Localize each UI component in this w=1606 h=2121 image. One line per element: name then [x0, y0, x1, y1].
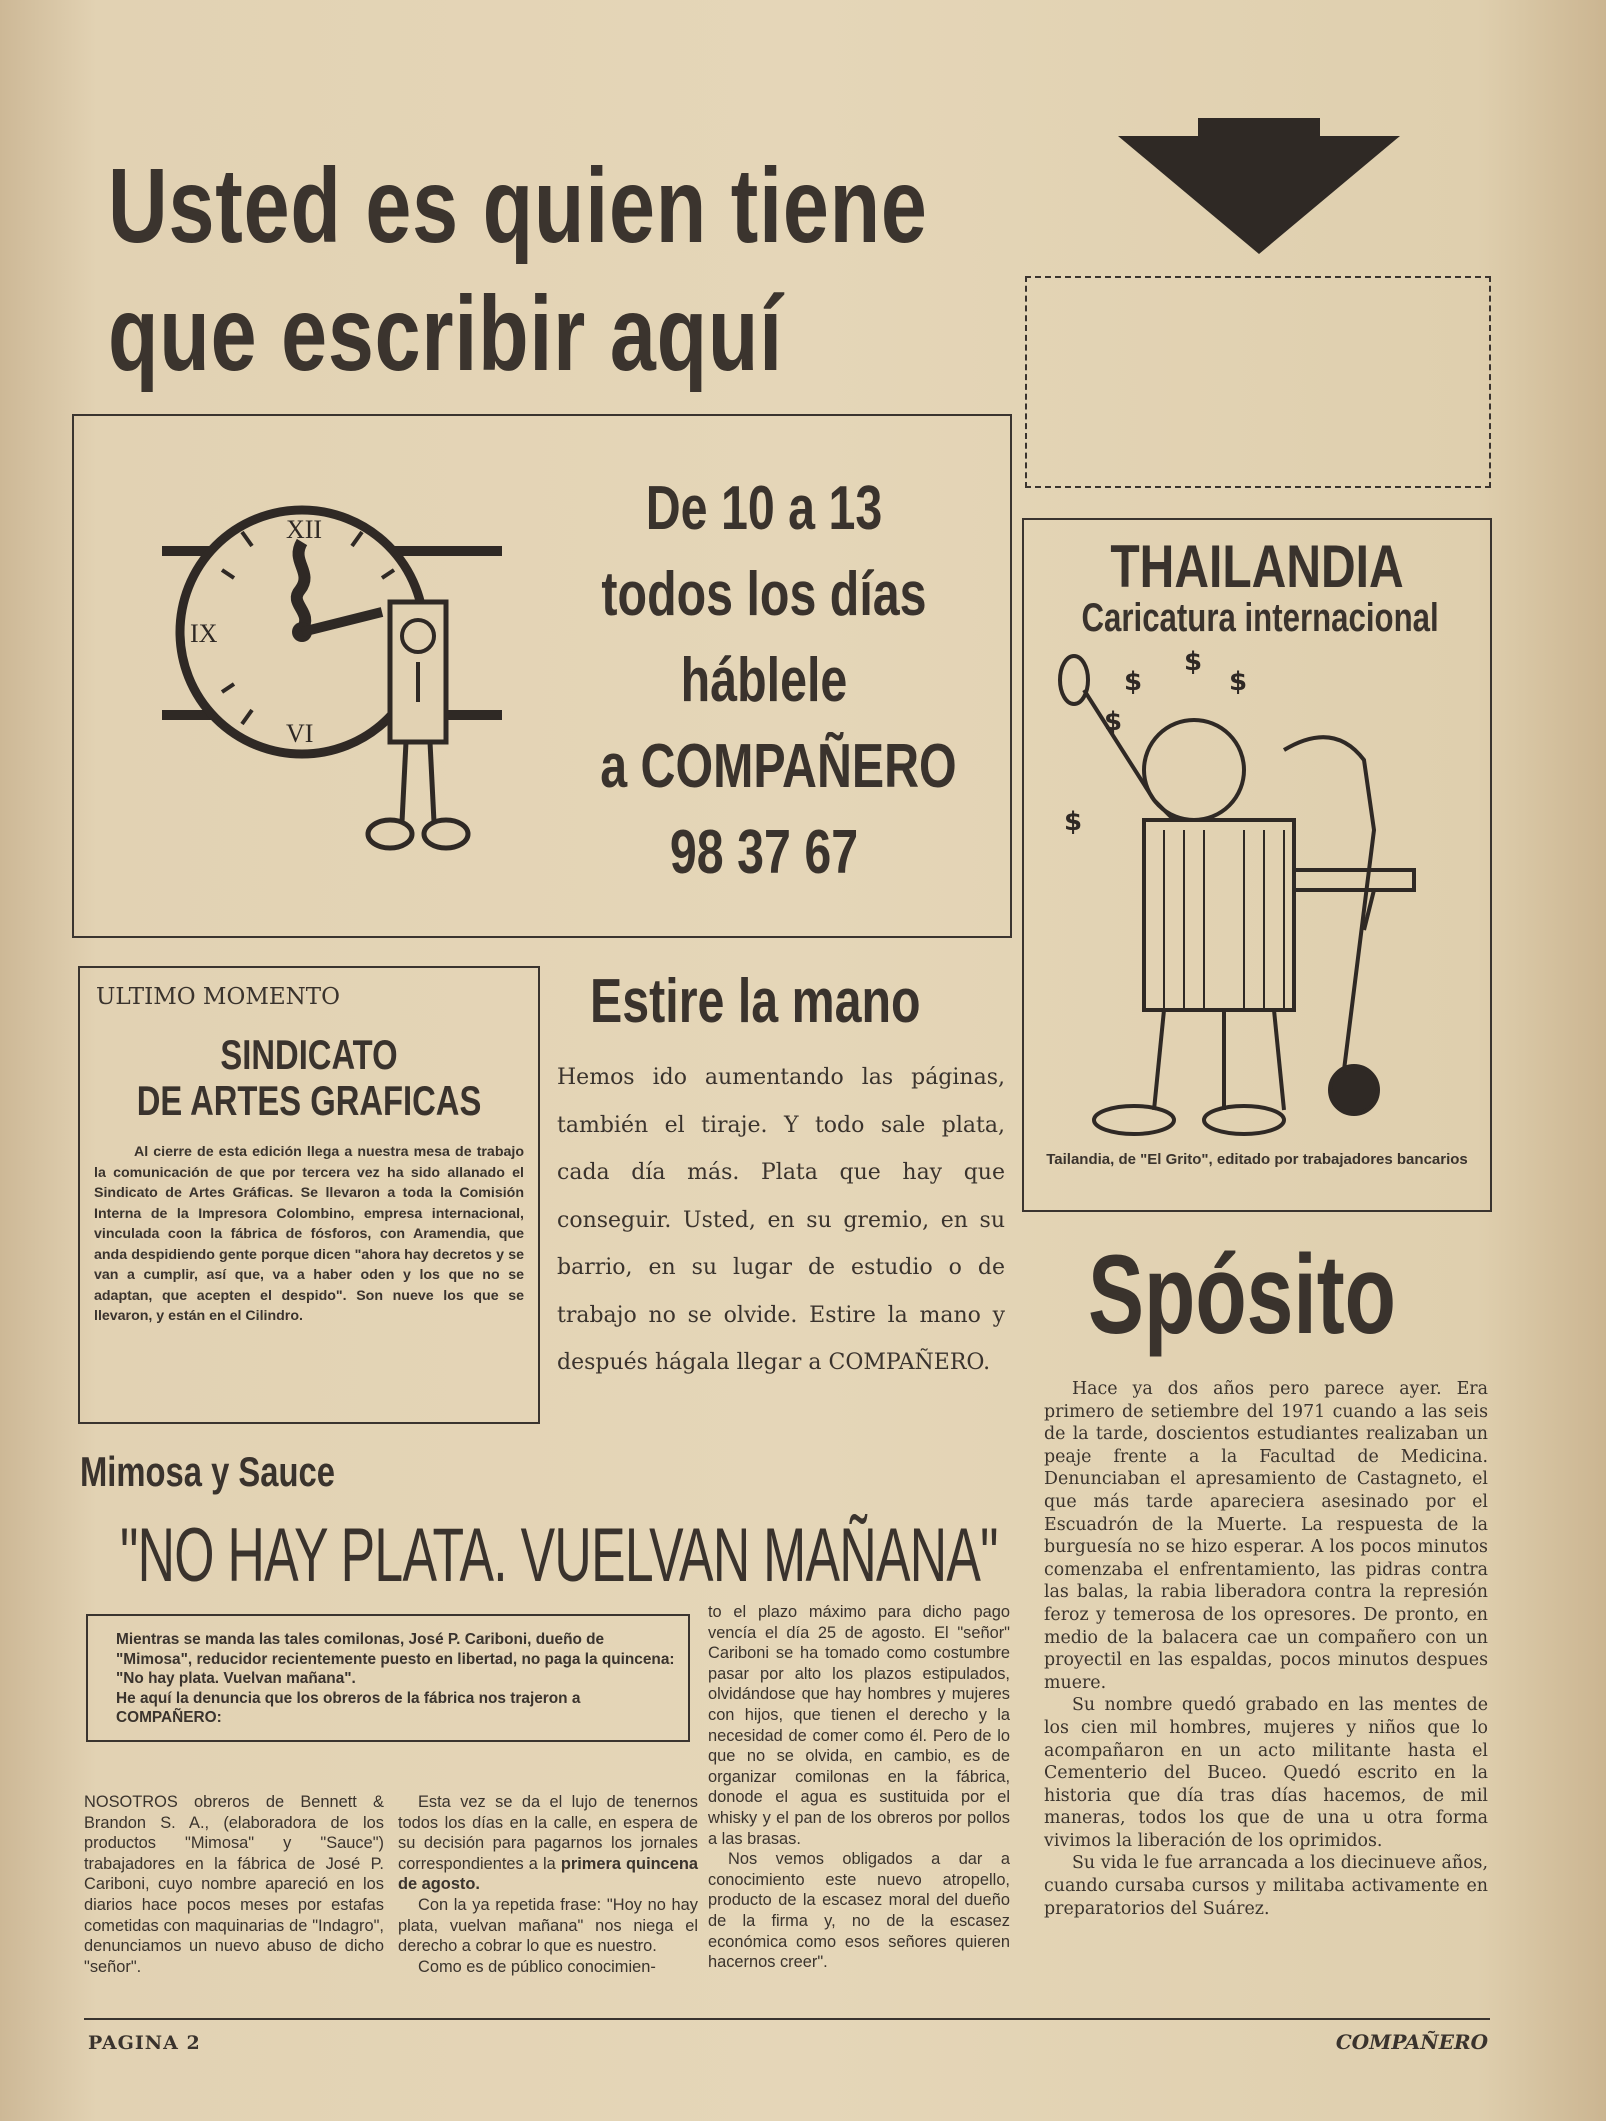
phone-ad-box: [72, 414, 1012, 938]
ad-line-hours: De 10 a 13: [645, 474, 883, 543]
clock-cartoon-icon: [162, 452, 502, 882]
sposito-paragraph-1: Hace ya dos años pero parece ayer. Era primero de setiembre del 1971 cuando a las seis de la tarde, doscientos estudiantes realizaban un peaje frente a la Facultad de Medicina. Denunciaban el apresamiento de Castagneto, el que más tarde apareciera asesinado por el Escuadrón de la Muerte. La respuesta de la burguesía no se hizo esperar. A los pocos minutos comenzaba el enfrentamiento, las pidras contra las balas, la rabia liberadora contra la represión feroz y temerosa de los opresores. De pronto, en medio de la balacera cae un compañero con un proyectil en las espaldas, pocos minutos despues muere.: [1044, 1379, 1488, 1693]
mimosa-col3-para-2: Nos vemos obligados a dar a conocimiento este nuevo atropello, producto de la escasez moral del dueño de la firma y, no de la escasez económica como esos señores quieren hacernos creer".: [708, 1850, 1010, 1972]
svg-text:$: $: [1184, 650, 1203, 677]
thailandia-subtitle: Caricatura internacional: [1081, 596, 1439, 640]
ad-phone-number: 98 37 67: [669, 818, 859, 887]
clock-numeral-6: VI: [286, 719, 314, 748]
ultimo-body: Al cierre de esta edición llega a nuestra mesa de trabajo la comunicación de que por tercera vez ha sido allanado el Sindicato de Artes Gráficas. Se llevaron a toda la Comisión Interna de la Impresora Colombino, empresa internacional, vinculada coon la fábrica de fósforos, con Aramendia, que anda despidiendo gente porque dicen "ahora hay decretos y se van a cumplir, así que, va a haber oden y los que no se adaptan, que acepten el despido". Son nueve los que se llevaron, y están en el Cilindro.: [94, 1144, 524, 1324]
mimosa-column-1: NOSOTROS obreros de Bennett & Brandon S. A., (elaboradora de los productos "Mimosa" y "Sauce") trabajadores en la fábrica de José P. Cariboni, cuyo nombre apareció en los diarios hace pocos meses por estafas cometidas con maquinarias de "Indagro", denunciamos un nuevo abuso de dicho "señor".: [84, 1793, 384, 1976]
newspaper-name: COMPAÑERO: [1335, 2030, 1488, 2054]
ultimo-momento-box: [78, 966, 540, 1424]
mimosa-column-3: [708, 1602, 1010, 1973]
mimosa-intro-1: Mientras se manda las tales comilonas, José P. Cariboni, dueño de "Mimosa", reducidor recientemente puesto en libertad, no paga la quincena: "No hay plata. Vuelvan mañana".: [116, 1631, 675, 1687]
caricature-illustration: [1044, 650, 1474, 1140]
footer-rule: [84, 2018, 1490, 2020]
thailandia-cartoon-box: [1022, 518, 1492, 1212]
ad-line-days: todos los días: [601, 560, 927, 629]
ad-line-companero: a COMPAÑERO: [600, 732, 957, 801]
down-arrow-icon: [1118, 118, 1400, 254]
svg-text:$: $: [1229, 667, 1248, 697]
mimosa-intro-2: He aquí la denuncia que los obreros de la fábrica nos trajeron a COMPAÑERO:: [116, 1689, 581, 1726]
mimosa-col2-para-2: Con la ya repetida frase: "Hoy no hay plata, vuelvan mañana" nos niega el derecho a cobrar lo que es nuestro.: [398, 1895, 698, 1956]
ultimo-momento-label: ULTIMO MOMENTO: [96, 984, 340, 1010]
ultimo-title-line-1: SINDICATO: [220, 1031, 398, 1078]
mimosa-headline: "NO HAY PLATA. VUELVAN MAÑANA": [120, 1513, 998, 1598]
estire-body: Hemos ido aumentando las páginas, también el tiraje. Y todo sale plata, cada día más. Plata que hay que conseguir. Usted, en su gremio, en su barrio, en su lugar de estudio o de trabajo no se olvide. Estire la mano y después hágala llegar a COMPAÑERO.: [557, 1065, 1005, 1375]
main-headline: [108, 142, 1008, 398]
write-here-box[interactable]: [1025, 276, 1491, 488]
sposito-article: [1044, 1378, 1488, 1920]
svg-text:$: $: [1104, 707, 1123, 737]
svg-text:$: $: [1064, 807, 1083, 837]
clock-numeral-9: IX: [190, 619, 218, 648]
ultimo-title: [80, 1032, 538, 1124]
ultimo-title-line-2: DE ARTES GRAFICAS: [136, 1077, 482, 1124]
mimosa-intro-box: [86, 1614, 690, 1742]
mimosa-kicker: Mimosa y Sauce: [80, 1448, 335, 1495]
svg-text:$: $: [1124, 667, 1143, 697]
mimosa-col3-para-1: to el plazo máximo para dicho pago vencía el día 25 de agosto. El "señor" Cariboni se ha tomado como costumbre pasar por alto los plazos estipulados, olvidándose que hay hombres y mujeres con hijos, que tienen el derecho y la necesidad de comer como él. Pero de lo que no se olvida, en cambio, es de organizar comilonas en la fábrica, donode el agua es sustituida por el whisky y el pan de los obreros por pollos a las brasas.: [708, 1603, 1010, 1848]
sposito-title: Spósito: [1088, 1232, 1396, 1357]
mimosa-column-2: [398, 1792, 698, 1977]
sposito-paragraph-2: Su nombre quedó grabado en las mentes de los cien mil hombres, mujeres y niños que lo acompañaron en un acto militante hasta el Cementerio del Buceo. Quedó escrito en la historia que día tras días hacemos, de mil maneras, todos los que de una u otra forma vivimos la liberación de los oprimidos.: [1044, 1695, 1488, 1851]
thailandia-caption: Tailandia, de "El Grito", editado por trabajadores bancarios: [1046, 1151, 1468, 1168]
headline-line-2: que escribir aquí: [108, 275, 783, 393]
mimosa-col2-para-3: Como es de público conocimien-: [418, 1957, 656, 1976]
mimosa-col2-text: Esta vez se da el lujo de tenernos todos los días en la calle, en espera de su decisión para pagarnos los jornales correspondientes a la: [398, 1793, 698, 1873]
ad-line-speak: háblele: [680, 646, 848, 715]
headline-line-1: Usted es quien tiene: [108, 147, 928, 265]
sposito-paragraph-3: Su vida le fue arrancada a los diecinueve años, cuando cursaba cursos y militaba activamente en preparatorios del Suárez.: [1044, 1853, 1488, 1919]
mimosa-intro: [116, 1630, 676, 1728]
estire-title: Estire la mano: [590, 967, 921, 1036]
phone-ad-text: [554, 466, 974, 896]
clock-numeral-12: XII: [286, 515, 323, 544]
thailandia-title: THAILANDIA: [1110, 533, 1404, 600]
page-number: PAGINA 2: [88, 2032, 201, 2054]
mimosa-col2-bold: primera quincena de agosto.: [398, 1854, 698, 1894]
